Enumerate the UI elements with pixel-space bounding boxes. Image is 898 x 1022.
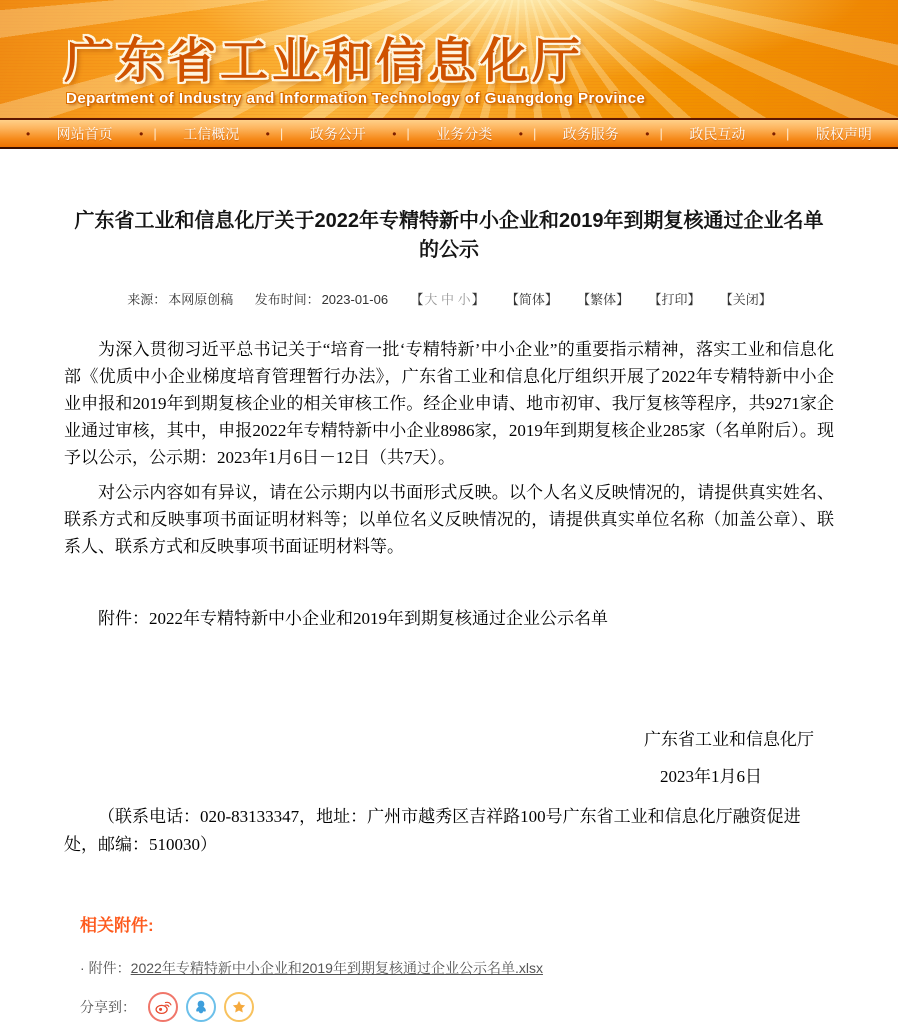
font-size-control (409, 292, 485, 307)
nav-separator (392, 126, 410, 141)
site-subtitle-english: Department of Industry and Information Technology of Guangdong Province (66, 90, 646, 107)
nav-pipe: | (406, 126, 410, 141)
nav-dot: • (26, 126, 31, 141)
site-title: 广东省工业和信息化厅 (64, 35, 585, 88)
source-value: 本网原创稿 (168, 292, 234, 307)
nav-item-home[interactable]: 网站首页 (56, 125, 113, 142)
nav-pipe: | (279, 126, 284, 141)
nav-dot: • (139, 126, 144, 141)
nav-pipe: | (153, 126, 157, 141)
article-content (0, 207, 898, 859)
attachment-item (80, 958, 818, 978)
traditional-chinese-button[interactable]: 【繁体】 (577, 292, 630, 307)
nav-dot: • (771, 126, 776, 141)
share-qzone-button[interactable] (224, 992, 254, 1022)
qq-penguin-icon (193, 999, 209, 1015)
nav-separator (772, 126, 790, 141)
nav-separator (266, 126, 284, 141)
weibo-icon (154, 998, 172, 1016)
bracket-open: 【 (410, 292, 424, 307)
article-meta (64, 289, 834, 308)
attachment-reference-line: 附件：2022年专精特新中小企业和2019年到期复核通过企业公示名单 (98, 609, 608, 628)
share-weibo-button[interactable] (148, 992, 178, 1022)
contact-info: （联系电话：020-83133347，地址：广州市越秀区吉祥路100号广东省工业和信息化厅融资促进处，邮编：510030） (64, 807, 801, 854)
article-body (64, 336, 834, 560)
publish-date-value: 2023-01-06 (321, 292, 389, 307)
related-attachments-section (0, 911, 898, 1022)
related-attachments-heading: 相关附件: (80, 916, 154, 935)
font-size-large-button[interactable]: 大 (424, 292, 438, 307)
nav-item-business[interactable]: 业务分类 (436, 125, 493, 142)
share-qq-button[interactable] (186, 992, 216, 1022)
attachment-download-link[interactable]: 2022年专精特新中小企业和2019年到期复核通过企业公示名单.xlsx (130, 960, 543, 976)
nav-item-services[interactable]: 政务服务 (562, 125, 619, 142)
list-bullet: · (80, 960, 85, 976)
nav-pipe: | (786, 126, 790, 141)
nav-item-copyright[interactable]: 版权声明 (815, 125, 872, 142)
nav-item-gov-affairs[interactable]: 政务公开 (309, 125, 366, 142)
simplified-chinese-button[interactable]: 【简体】 (505, 292, 558, 307)
main-navigation (0, 118, 898, 149)
nav-dot: • (392, 126, 397, 141)
source-label: 来源： (127, 292, 167, 307)
publish-date-label: 发布时间： (254, 292, 320, 307)
site-banner (0, 0, 898, 118)
nav-item-interaction[interactable]: 政民互动 (689, 125, 746, 142)
nav-pipe: | (659, 126, 663, 141)
paragraph: 为深入贯彻习近平总书记关于“培育一批‘专精特新’中小企业”的重要指示精神，落实工业和信息化部《优质中小企业梯度培育管理暂行办法》，广东省工业和信息化厅组织开展了2022年专精特新中小企业申报和2019年到期复核企业的相关审核工作。经企业申请、地市初审、我厅复核等程序，共9271家企业通过审核，其中，申报2022年专精特新中小企业8986家，2019年到期复核企业285家（名单附后）。现予以公示，公示期：2023年1月6日－12日（共7天）。 (64, 340, 834, 467)
nav-separator (519, 126, 537, 141)
bracket-close: 】 (471, 292, 485, 307)
nav-separator (139, 126, 157, 141)
issuing-authority: 广东省工业和信息化厅 (644, 730, 814, 749)
close-button[interactable]: 【关闭】 (719, 292, 772, 307)
issue-date: 2023年1月6日 (660, 767, 762, 786)
nav-pipe: | (532, 126, 537, 141)
qzone-star-icon (231, 999, 247, 1015)
article-title: 广东省工业和信息化厅关于2022年专精特新中小企业和2019年到期复核通过企业名单的公示 (74, 210, 824, 261)
nav-dot: • (645, 126, 650, 141)
paragraph: 对公示内容如有异议，请在公示期内以书面形式反映。以个人名义反映情况的，请提供真实姓名、联系方式和反映事项书面证明材料等；以单位名义反映情况的，请提供真实单位名称（加盖公章）、联系人、联系方式和反映事项书面证明材料等。 (64, 483, 834, 556)
font-size-medium-button[interactable]: 中 (440, 292, 454, 307)
nav-separator (645, 126, 663, 141)
font-size-small-button[interactable]: 小 (457, 292, 471, 307)
share-row (80, 992, 818, 1022)
print-button[interactable]: 【打印】 (648, 292, 701, 307)
nav-item-overview[interactable]: 工信概况 (183, 125, 240, 142)
nav-dot: • (265, 126, 270, 141)
attachment-label: 附件： (88, 960, 131, 976)
nav-dot: • (518, 126, 523, 141)
share-label: 分享到： (80, 999, 136, 1015)
